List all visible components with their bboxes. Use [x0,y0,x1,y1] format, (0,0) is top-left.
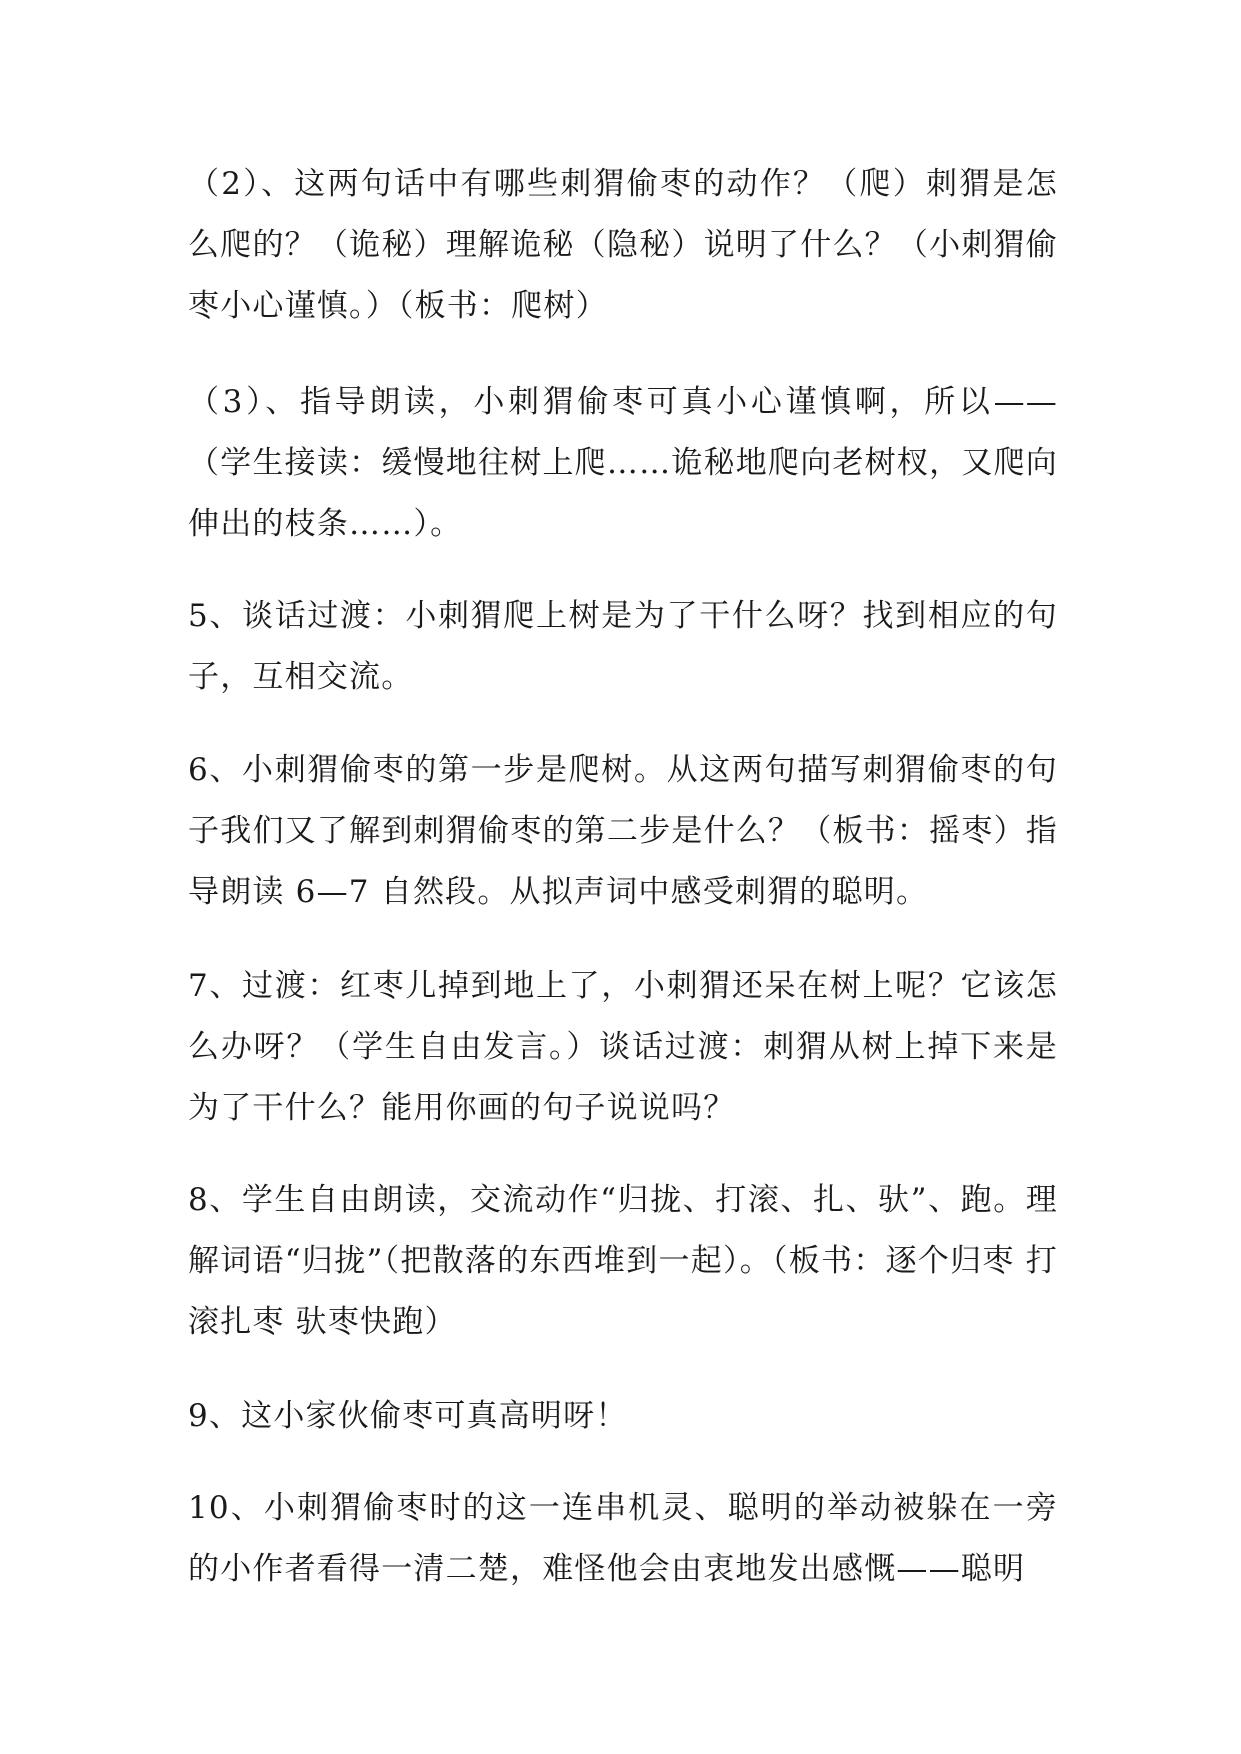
paragraph-item-10-conclusion: 10、小刺猬偷枣时的这一连串机灵、聪明的举动被躲在一旁的小作者看得一清二楚，难怪他会由衷地发出感慨——聪明 [188,1490,1058,1587]
paragraph-step-3-guided-reading: （3）、指导朗读，小刺猬偷枣可真小心谨慎啊，所以——（学生接读：缓慢地往树上爬……诡秘地爬向老树杈，又爬向伸出的枝条……）。 [188,384,1058,542]
paragraph-item-7-transition: 7、过渡：红枣儿掉到地上了，小刺猬还呆在树上呢？它该怎么办呀？（学生自由发言。）谈话过渡：刺猬从树上掉下来是为了干什么？能用你画的句子说说吗？ [188,968,1058,1126]
paragraph-item-8-actions: 8、学生自由朗读，交流动作“归拢、打滚、扎、驮”、跑。理解词语“归拢”（把散落的东西堆到一起）。（板书：逐个归枣 打滚扎枣 驮枣快跑） [188,1182,1058,1340]
paragraph-item-5-transition: 5、谈话过渡：小刺猬爬上树是为了干什么呀？找到相应的句子，互相交流。 [188,598,1058,695]
paragraph-item-9-exclamation: 9、这小家伙偷枣可真高明呀！ [188,1398,628,1434]
paragraph-step-2-climb-actions: （2）、这两句话中有哪些刺猬偷枣的动作？（爬）刺猬是怎么爬的？（诡秘）理解诡秘（隐秘）说明了什么？（小刺猬偷枣小心谨慎。）（板书：爬树） [188,166,1058,324]
paragraph-item-6-shake-dates: 6、小刺猬偷枣的第一步是爬树。从这两句描写刺猬偷枣的句子我们又了解到刺猬偷枣的第二步是什么？（板书：摇枣）指导朗读 6—7 自然段。从拟声词中感受刺猬的聪明。 [188,752,1058,910]
